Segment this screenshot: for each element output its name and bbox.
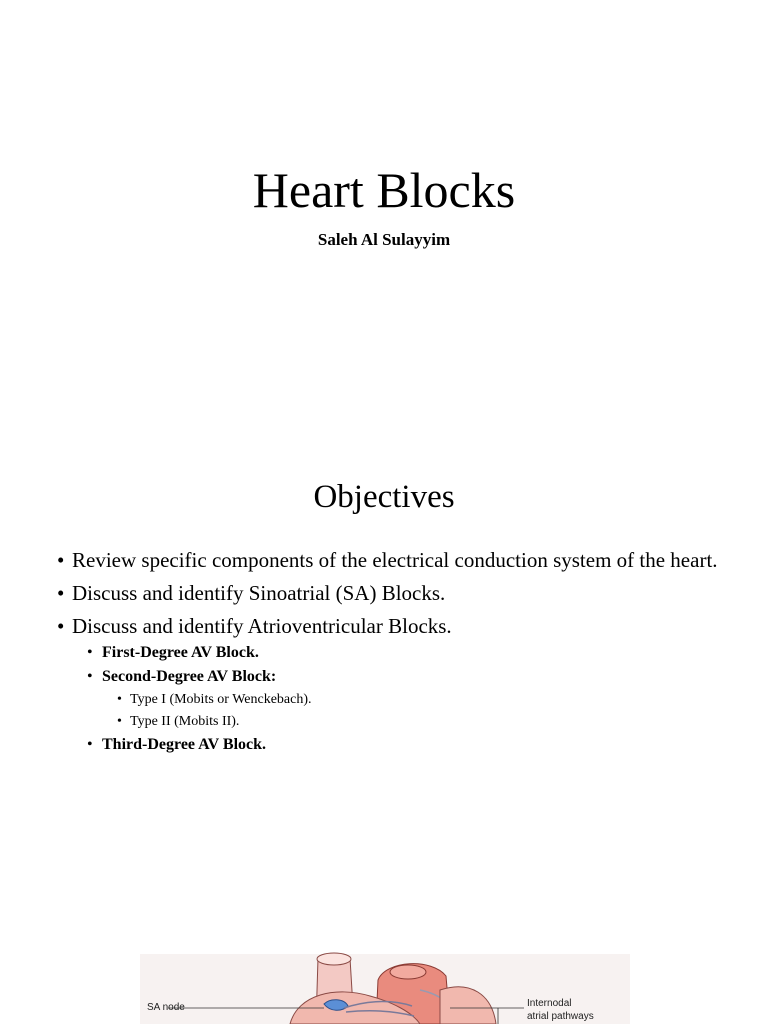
second-degree-type-2: • Type II (Mobits II). <box>0 712 768 732</box>
objective-item-av-blocks: • Discuss and identify Atrioventricular Blocks. <box>0 614 768 638</box>
author-name: Saleh Al Sulayyim <box>317 230 451 249</box>
internodal-label-line2: atrial pathways <box>527 1011 594 1022</box>
objectives-list <box>0 548 768 758</box>
heart-conduction-diagram <box>140 950 630 1024</box>
objectives-heading: Objectives <box>313 479 455 515</box>
internodal-label-line1: Internodal <box>527 998 572 1009</box>
av-block-third-degree: • Third-Degree AV Block. <box>0 734 768 756</box>
objective-item-conduction-system: • Review specific components of the electrical conduction system of the heart. <box>0 548 768 572</box>
av-block-first-degree: • First-Degree AV Block. <box>0 642 768 664</box>
av-block-second-degree: • Second-Degree AV Block: <box>0 666 768 688</box>
conduction-diagram-slide <box>0 930 768 1024</box>
second-degree-type-1: • Type I (Mobits or Wenckebach). <box>0 690 768 710</box>
slide-title: Heart Blocks <box>252 162 516 218</box>
objectives-slide <box>0 430 768 930</box>
title-slide <box>0 0 768 430</box>
objective-item-sa-blocks: • Discuss and identify Sinoatrial (SA) Blocks. <box>0 581 768 605</box>
sa-node-label: SA node <box>147 1002 185 1013</box>
